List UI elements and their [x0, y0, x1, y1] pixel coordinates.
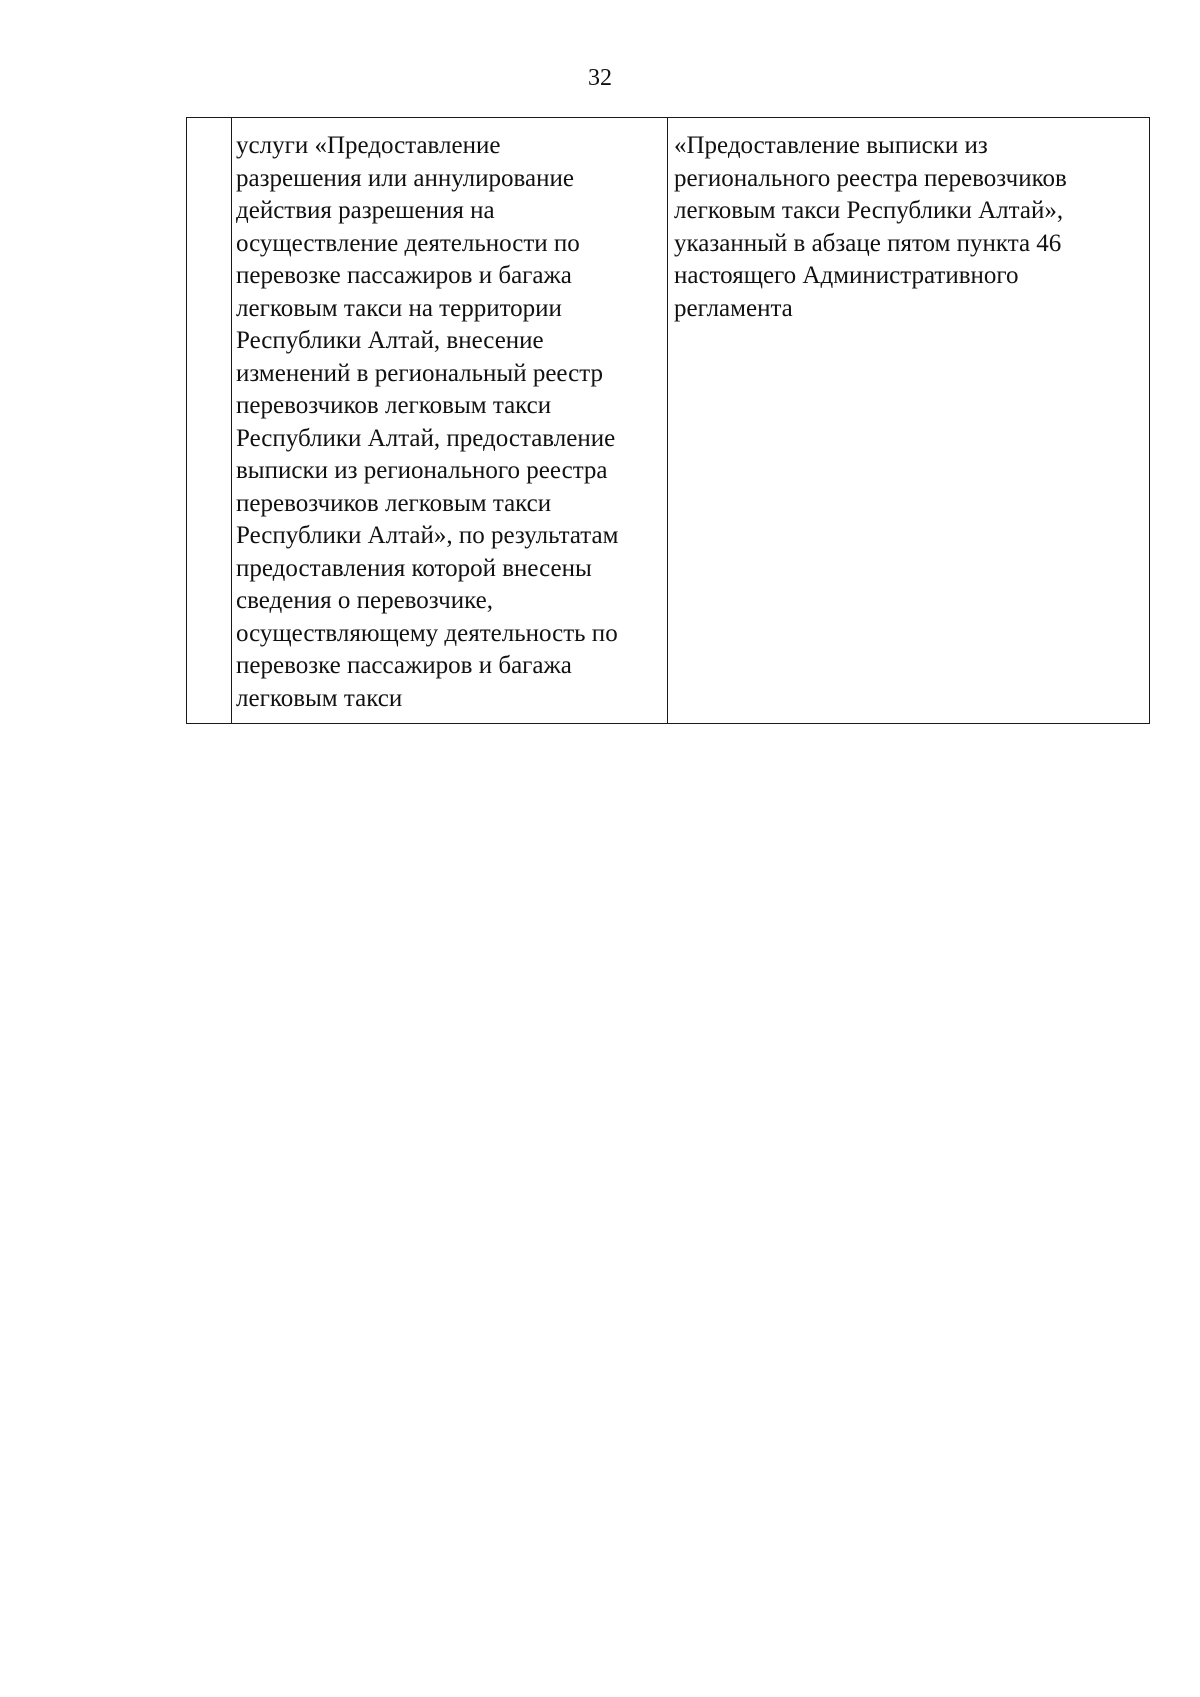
cell-number-text — [187, 118, 231, 138]
cell-service-description-text: услуги «Предоставление разрешения или аннулирование действия разрешения на осуществление деятельности по перевозке пассажиров и багажа легковым такси на территории Республики Алтай, внесение изменений в региональный реестр перевозчиков легковым такси Республики Алтай, предоставление выписки из регионального реестра перевозчиков легковым такси Республики Алтай», по результатам предоставления которой внесены сведения о перевозчике, осуществляющему деятельность по перевозке пассажиров и багажа легковым такси — [236, 132, 619, 712]
document-table — [186, 117, 1150, 724]
table-cell-service-description — [232, 118, 668, 724]
table-cell-number — [187, 118, 232, 724]
table-row — [187, 118, 1150, 724]
table-cell-result-document — [668, 118, 1150, 724]
cell-result-document-text: «Предоставление выписки из регионального реестра перевозчиков легковым такси Республики Алтай», указанный в абзаце пятом пункта 46 настоящего Административного регламента — [674, 132, 1067, 322]
page-number: 32 — [588, 65, 612, 91]
